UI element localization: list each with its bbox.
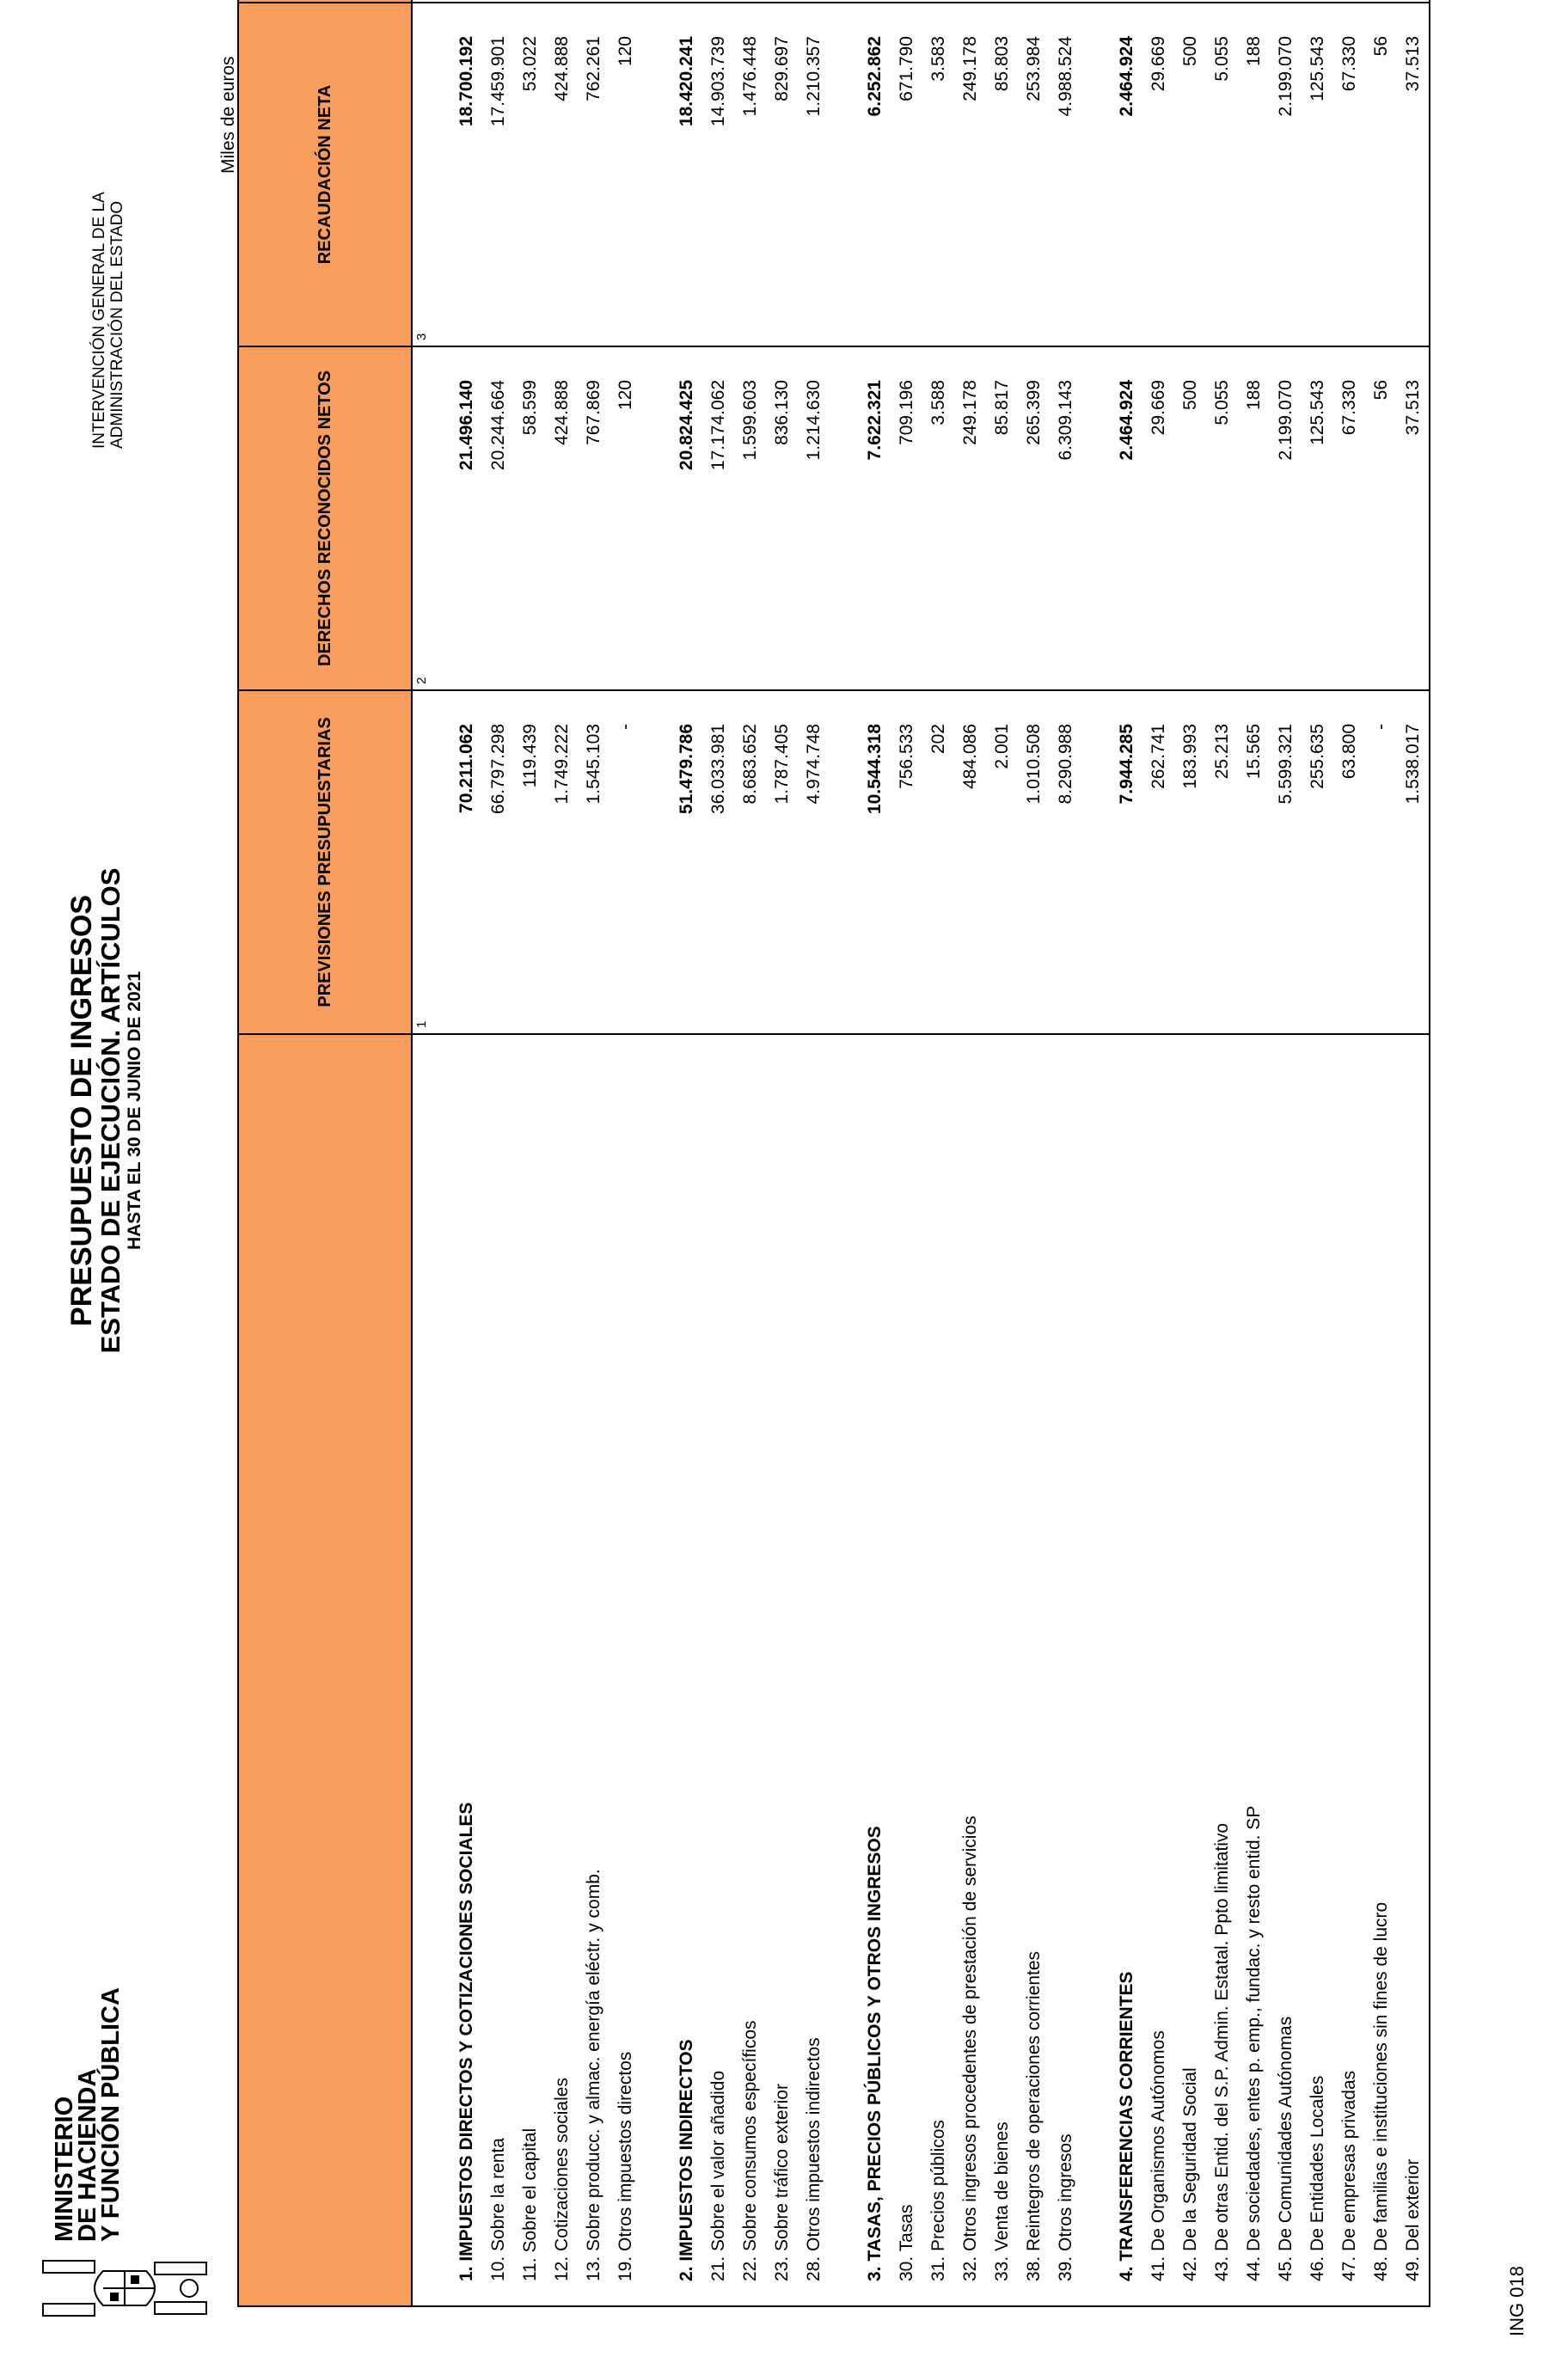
derechos-reconocidos-value: 3.588: [928, 380, 948, 425]
section-gap: [830, 0, 859, 2]
recaudacion-value: 500: [1180, 36, 1200, 67]
org-line-2: ADMINISTRACIÓN DEL ESTADO: [108, 200, 126, 449]
recaudacion-column: [412, 3, 1430, 346]
section-gap: [1081, 347, 1111, 689]
ministry-line-1: MINISTERIO: [51, 2096, 78, 2242]
org-line-1: INTERVENCIÓN GENERAL DE LA: [90, 192, 108, 449]
previsiones-value: 8.290.988: [1056, 724, 1075, 805]
pendientes-value: [1206, 0, 1238, 2]
section-gap: [641, 3, 671, 346]
row-label: 46. De Entidades Locales: [1308, 2075, 1327, 2281]
pendientes-value: [986, 0, 1018, 2]
recaudacion-value: 1.210.357: [804, 36, 824, 117]
label-column: [412, 1034, 1430, 2306]
pendientes-value: [1111, 0, 1142, 2]
previsiones-value: 10.544.318: [865, 724, 885, 815]
row-label: 43. De otras Entid. del S.P. Admin. Estatal. Ppto limitativo: [1212, 1822, 1232, 2281]
section-gap: [1081, 691, 1111, 1033]
column-header-derechos-reconocidos: DERECHOS RECONOCIDOS NETOS: [238, 346, 412, 690]
title-line-2: ESTADO DE EJECUCIÓN. ARTÍCULOS: [95, 867, 126, 1354]
pendientes-value: [671, 0, 702, 2]
document-id: ING 018: [1506, 2266, 1528, 2336]
section-gap: [1081, 1035, 1111, 2305]
row-label: 44. De sociedades, entes p. emp., fundac. y resto entid. SP: [1244, 1805, 1264, 2281]
recaudacion-value: 762.261: [584, 36, 603, 101]
derechos-reconocidos-value: 836.130: [772, 380, 792, 445]
recaudacion-value: 18.700.192: [456, 36, 476, 127]
pendientes-value: [546, 0, 578, 2]
pendientes-value: [1365, 0, 1397, 2]
previsiones-value: 15.565: [1244, 724, 1264, 780]
pendientes-value: [859, 0, 891, 2]
pendientes-value: [702, 0, 734, 2]
previsiones-value: -: [616, 724, 635, 730]
row-label: 19. Otros impuestos directos: [616, 2051, 635, 2281]
column-number-2: 2: [414, 676, 429, 684]
recaudacion-value: 2.199.070: [1276, 36, 1295, 117]
pendientes-value: [578, 0, 609, 2]
previsiones-value: 202: [928, 724, 948, 755]
previsiones-value: 25.213: [1212, 724, 1232, 780]
ministry-line-2: DE HACIENDA: [74, 2068, 101, 2242]
row-label: 42. De la Seguridad Social: [1180, 2067, 1200, 2281]
recaudacion-value: 424.888: [552, 36, 572, 101]
section-title: 1. IMPUESTOS DIRECTOS Y COTIZACIONES SOCIALES: [456, 1802, 476, 2281]
row-label: 31. Precios públicos: [928, 2120, 948, 2281]
derechos-reconocidos-value: 6.309.143: [1056, 380, 1075, 461]
derechos-reconocidos-value: 58.599: [520, 380, 540, 436]
previsiones-value: 119.439: [520, 724, 540, 788]
recaudacion-value: 1.476.448: [740, 36, 760, 117]
pendientes-value: [734, 0, 766, 2]
pendientes-value: [514, 0, 546, 2]
pendientes-value: [891, 0, 922, 2]
derechos-reconocidos-value: 188: [1244, 380, 1264, 411]
section-gap: [641, 347, 671, 689]
section-gap: [1081, 3, 1111, 346]
pendientes-value: [482, 0, 514, 2]
row-label: 21. Sobre el valor añadido: [708, 2070, 728, 2281]
pendientes-value: [450, 0, 482, 2]
derechos-reconocidos-column: [412, 346, 1430, 690]
row-label: 38. Reintegros de operaciones corrientes: [1024, 1950, 1044, 2281]
recaudacion-value: 5.055: [1212, 36, 1232, 82]
row-label: 13. Sobre producc. y almac. energía eléctr. y comb.: [584, 1869, 603, 2281]
previsiones-value: 1.538.017: [1403, 724, 1423, 805]
row-label: 41. De Organismos Autónomos: [1148, 2030, 1168, 2281]
previsiones-value: 1.787.405: [772, 724, 792, 805]
section-title: 3. TASAS, PRECIOS PÚBLICOS Y OTROS INGRESOS: [865, 1826, 885, 2281]
row-label: 47. De empresas privadas: [1339, 2070, 1359, 2281]
previsiones-value: 63.800: [1339, 724, 1359, 780]
pendientes-value: [1270, 0, 1302, 2]
previsiones-value: 2.001: [992, 724, 1012, 769]
table-body-row: [412, 0, 1430, 2306]
previsiones-value: 4.974.748: [804, 724, 824, 805]
recaudacion-value: 4.988.524: [1056, 36, 1075, 117]
derechos-reconocidos-value: 7.622.321: [865, 380, 885, 461]
recaudacion-value: 56: [1371, 36, 1391, 57]
recaudacion-value: 67.330: [1339, 36, 1359, 92]
row-label: 33. Venta de bienes: [992, 2121, 1012, 2281]
derechos-reconocidos-value: 29.669: [1148, 380, 1168, 436]
recaudacion-value: 18.420.241: [677, 36, 696, 127]
title-line-1: PRESUPUESTO DE INGRESOS: [65, 895, 98, 1326]
derechos-reconocidos-value: 767.869: [584, 380, 603, 445]
previsiones-value: -: [1371, 724, 1391, 730]
pendientes-value: [1238, 0, 1270, 2]
recaudacion-value: 37.513: [1403, 36, 1423, 92]
derechos-reconocidos-value: 500: [1180, 380, 1200, 411]
column-header-pendientes: [238, 0, 412, 3]
section-gap: [641, 691, 671, 1033]
pendientes-value: [766, 0, 798, 2]
derechos-reconocidos-value: 249.178: [960, 380, 980, 445]
pendientes-value: [1142, 0, 1174, 2]
derechos-reconocidos-value: 5.055: [1212, 380, 1232, 425]
derechos-reconocidos-value: 265.399: [1024, 380, 1044, 445]
previsiones-value: 1.545.103: [584, 724, 603, 805]
recaudacion-value: 3.583: [928, 36, 948, 82]
section-gap: [830, 1035, 859, 2305]
pendientes-value: [1397, 0, 1429, 2]
section-title: 4. TRANSFERENCIAS CORRIENTES: [1117, 1971, 1136, 2281]
derechos-reconocidos-value: 21.496.140: [456, 380, 476, 471]
label-column-header: [238, 1034, 412, 2306]
ministry-header: [53, 1987, 123, 2242]
recaudacion-value: 85.803: [992, 36, 1012, 92]
section-gap: [830, 347, 859, 689]
row-label: 45. De Comunidades Autónomas: [1276, 2016, 1295, 2281]
organization-header: [90, 192, 126, 449]
derechos-reconocidos-value: 120: [616, 380, 635, 411]
recaudacion-value: 53.022: [520, 36, 540, 92]
section-gap: [1081, 0, 1111, 2]
previsiones-value: 262.741: [1148, 724, 1168, 789]
row-label: 10. Sobre la renta: [488, 2138, 508, 2281]
derechos-reconocidos-value: 20.244.664: [488, 380, 508, 471]
column-number-1: 1: [414, 1020, 429, 1028]
row-label: 12. Cotizaciones sociales: [552, 2078, 572, 2281]
pendientes-value: [922, 0, 954, 2]
derechos-reconocidos-value: 20.824.425: [677, 380, 696, 471]
previsiones-value: 183.993: [1180, 724, 1200, 789]
row-label: 39. Otros ingresos: [1056, 2134, 1075, 2281]
row-label: 11. Sobre el capital: [520, 2127, 540, 2281]
units-label: Miles de euros: [218, 56, 238, 174]
row-label: 48. De familias e instituciones sin fines de lucro: [1371, 1901, 1391, 2281]
section-gap: [830, 691, 859, 1033]
recaudacion-value: 125.543: [1308, 36, 1327, 101]
pendientes-value: [954, 0, 986, 2]
previsiones-value: 7.944.285: [1117, 724, 1136, 805]
derechos-reconocidos-value: 17.174.062: [708, 380, 728, 471]
recaudacion-value: 2.464.924: [1117, 36, 1136, 117]
derechos-reconocidos-value: 709.196: [897, 380, 916, 445]
section-gap: [830, 3, 859, 346]
previsiones-value: 1.749.222: [552, 724, 572, 805]
previsiones-value: 1.010.508: [1024, 724, 1044, 805]
previsiones-value: 70.211.062: [456, 724, 476, 813]
row-label: 28. Otros impuestos indirectos: [804, 2037, 824, 2281]
derechos-reconocidos-value: 1.214.630: [804, 380, 824, 461]
row-label: 23. Sobre tráfico exterior: [772, 2084, 792, 2281]
recaudacion-value: 188: [1244, 36, 1264, 67]
row-label: 22. Sobre consumos específicos: [740, 2020, 760, 2281]
ministry-line-3: Y FUNCIÓN PÚBLICA: [97, 1987, 125, 2242]
pendientes-value: [1050, 0, 1081, 2]
column-number-4: [413, 0, 425, 2]
derechos-reconocidos-value: 37.513: [1403, 380, 1423, 436]
pendientes-value: [1018, 0, 1050, 2]
pendientes-value: [798, 0, 830, 2]
derechos-reconocidos-value: 2.199.070: [1276, 380, 1295, 461]
previsiones-value: 255.635: [1308, 724, 1327, 789]
derechos-reconocidos-value: 85.817: [992, 380, 1012, 436]
pendientes-value: [1333, 0, 1365, 2]
recaudacion-value: 17.459.901: [488, 36, 508, 127]
coat-of-arms-logo: [34, 2254, 215, 2323]
recaudacion-value: 14.903.739: [708, 36, 728, 127]
report-title: [67, 724, 145, 1497]
derechos-reconocidos-value: 424.888: [552, 380, 572, 445]
row-label: 30. Tasas: [897, 2204, 916, 2281]
recaudacion-value: 253.984: [1024, 36, 1044, 101]
column-header-recaudacion: RECAUDACIÓN NETA: [238, 3, 412, 346]
recaudacion-value: 249.178: [960, 36, 980, 101]
previsiones-value: 51.479.786: [677, 724, 696, 815]
pendientes-value: [1302, 0, 1333, 2]
section-gap: [641, 1035, 671, 2305]
column-number-3: 3: [414, 333, 429, 340]
recaudacion-value: 120: [616, 36, 635, 67]
derechos-reconocidos-value: 2.464.924: [1117, 380, 1136, 461]
previsiones-value: 66.797.298: [488, 724, 508, 815]
previsiones-value: 36.033.981: [708, 724, 728, 815]
derechos-reconocidos-value: 56: [1371, 380, 1391, 401]
recaudacion-value: 6.252.862: [865, 36, 885, 117]
column-header-previsiones: PREVISIONES PRESUPUESTARIAS: [238, 690, 412, 1034]
recaudacion-value: 29.669: [1148, 36, 1168, 92]
derechos-reconocidos-value: 125.543: [1308, 380, 1327, 445]
section-gap: [641, 0, 671, 2]
derechos-reconocidos-value: 1.599.603: [740, 380, 760, 461]
title-line-3: HASTA EL 30 DE JUNIO DE 2021: [125, 970, 144, 1251]
previsiones-value: 756.533: [897, 724, 916, 789]
budget-table: [237, 0, 1430, 2307]
recaudacion-value: 671.790: [897, 36, 916, 101]
row-label: 49. Del exterior: [1403, 2158, 1423, 2281]
previsiones-value: 484.086: [960, 724, 980, 789]
derechos-reconocidos-value: 67.330: [1339, 380, 1359, 436]
pendientes-value: [609, 0, 641, 2]
previsiones-value: 8.683.652: [740, 724, 760, 805]
pendientes-column: [412, 0, 1430, 3]
recaudacion-value: 829.697: [772, 36, 792, 101]
section-title: 2. IMPUESTOS INDIRECTOS: [677, 2039, 696, 2281]
pendientes-value: [1174, 0, 1206, 2]
row-label: 32. Otros ingresos procedentes de prestación de servicios: [960, 1815, 980, 2281]
previsiones-column: [412, 690, 1430, 1034]
previsiones-value: 5.599.321: [1276, 724, 1295, 805]
table-header-row: [238, 0, 412, 2306]
